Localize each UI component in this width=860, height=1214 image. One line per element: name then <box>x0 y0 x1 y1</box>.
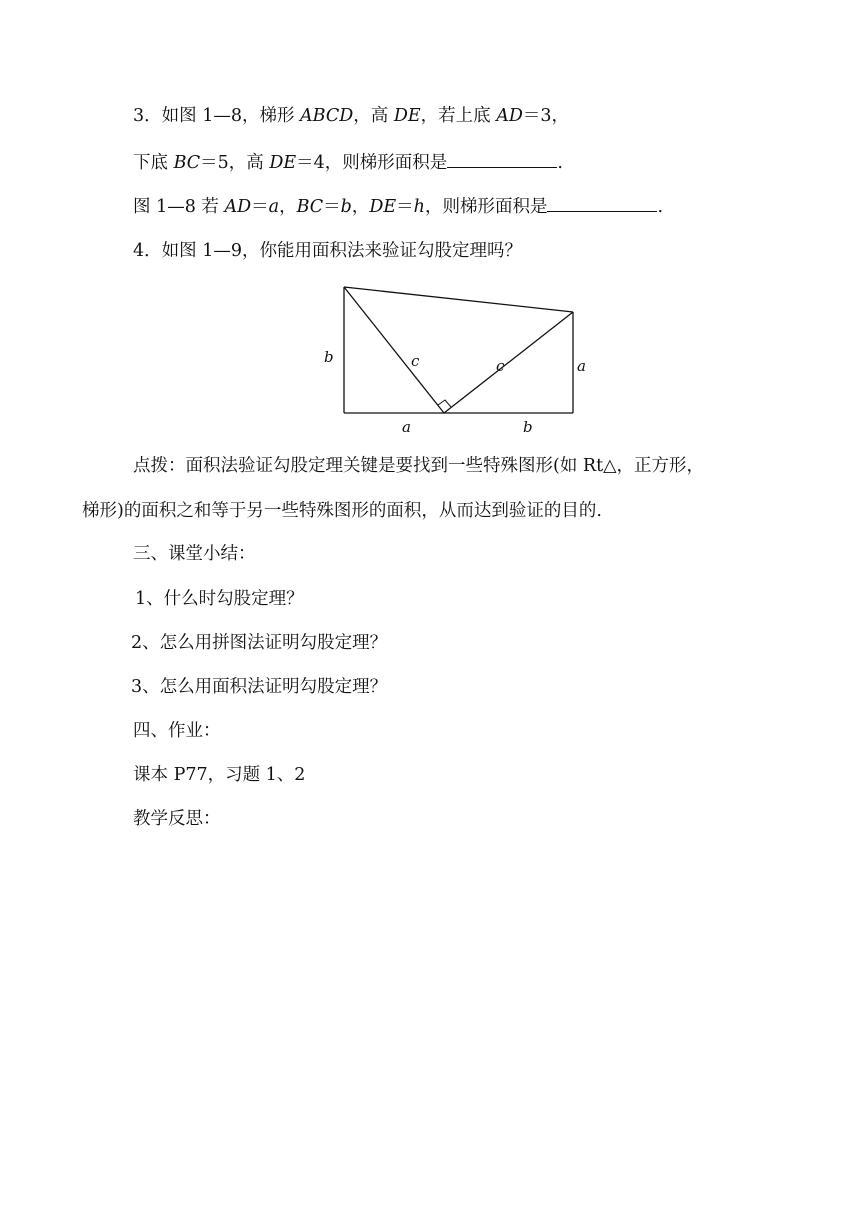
math-a: a <box>268 197 280 217</box>
q3-line1 <box>133 105 569 127</box>
reflection-heading: 教学反思： <box>133 809 221 829</box>
summary-heading: 三、课堂小结： <box>133 544 256 564</box>
math-h: h <box>413 197 425 217</box>
label-c-right: c <box>496 357 505 375</box>
summary-item-1: 1、什么时勾股定理？ <box>135 589 304 609</box>
q3-text: ＝5，高 <box>200 153 270 173</box>
hypotenuse-left <box>344 287 444 413</box>
q3-text: 图 1—8 若 <box>133 197 225 217</box>
label-b-left: b <box>324 348 334 366</box>
q3-line3 <box>133 195 663 218</box>
hint-line1: 点拨：面积法验证勾股定理关键是要找到一些特殊图形(如 Rt△，正方形， <box>133 456 705 476</box>
hypotenuse-right <box>444 312 573 413</box>
q3-text: ＝ <box>396 197 414 217</box>
math-bc: BC <box>173 153 201 173</box>
q3-text: ，则梯形面积是 <box>424 197 548 217</box>
label-b-bottom: b <box>523 418 533 436</box>
q3-text: ，高 <box>353 106 394 126</box>
math-b: b <box>340 197 352 217</box>
math-abcd: ABCD <box>300 106 354 126</box>
label-a-right: a <box>577 357 586 375</box>
math-bc: BC <box>296 197 324 217</box>
q3-text: ＝4，则梯形面积是 <box>296 153 448 173</box>
summary-item-3: 3、怎么用面积法证明勾股定理？ <box>131 677 388 697</box>
q3-text: ＝3， <box>522 106 570 126</box>
right-angle-marker <box>438 400 451 407</box>
label-a-bottom: a <box>402 418 411 436</box>
q3-text: ＝ <box>323 197 341 217</box>
q3-text: . <box>557 153 563 173</box>
homework-text: 课本 P77，习题 1、2 <box>133 765 306 785</box>
answer-blank[interactable] <box>547 195 657 212</box>
top-side <box>344 287 573 312</box>
q3-text: 下底 <box>133 153 174 173</box>
label-c-left: c <box>411 352 420 370</box>
q3-line2 <box>133 151 563 174</box>
math-de: DE <box>269 153 297 173</box>
pythagoras-trapezoid-figure <box>318 278 593 440</box>
q4-text: 4．如图 1—9，你能用面积法来验证勾股定理吗？ <box>133 241 522 261</box>
q3-text: . <box>657 197 664 217</box>
math-de: DE <box>369 197 397 217</box>
q3-text: ， <box>279 197 297 217</box>
math-de: DE <box>393 106 421 126</box>
q3-text: ＝ <box>251 197 269 217</box>
q3-text: 3．如图 1—8，梯形 <box>133 106 301 126</box>
q3-text: ， <box>351 197 370 217</box>
math-ad: AD <box>224 197 252 217</box>
answer-blank[interactable] <box>447 151 557 168</box>
math-ad: AD <box>496 106 523 126</box>
q3-text: ，若上底 <box>420 106 497 126</box>
hint-line2: 梯形)的面积之和等于另一些特殊图形的面积，从而达到验证的目的. <box>82 501 602 521</box>
summary-item-2: 2、怎么用拼图法证明勾股定理？ <box>131 633 388 653</box>
homework-heading: 四、作业： <box>133 721 221 741</box>
